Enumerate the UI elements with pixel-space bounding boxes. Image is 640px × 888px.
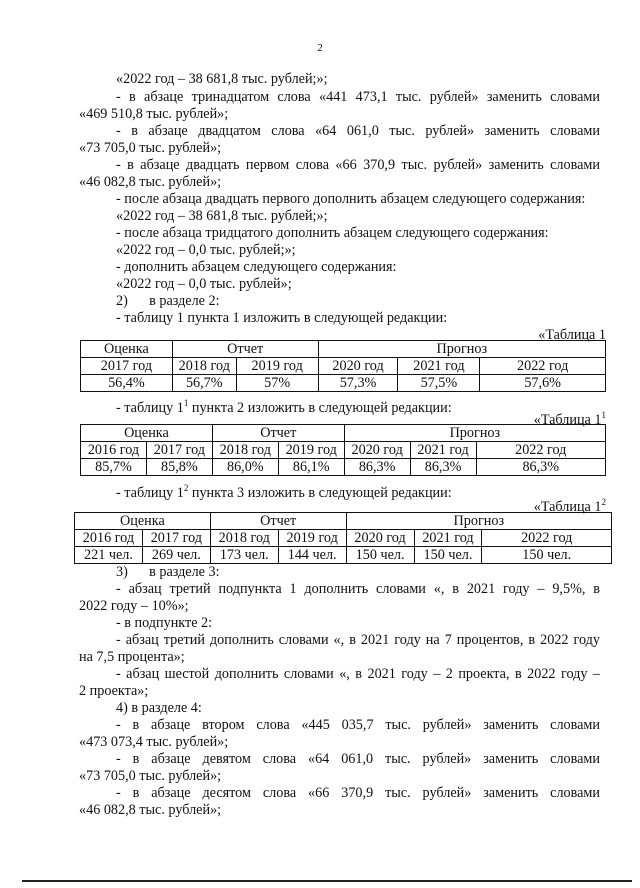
text-line: «469 510,8 тыс. рублей»; <box>79 106 229 122</box>
value-cell: 56,7% <box>172 375 236 392</box>
year-cell: 2019 год <box>278 530 346 547</box>
value-cell: 56,4% <box>81 375 173 392</box>
year-cell: 2022 год <box>476 442 605 459</box>
text-fragment: - таблицу 1 <box>116 485 184 501</box>
table-row <box>75 530 612 547</box>
text-line: 4) в разделе 4: <box>116 700 202 716</box>
text-line: «73 705,0 тыс. рублей»; <box>79 768 222 784</box>
text-line: - в абзаце девятом слова «64 061,0 тыс. рублей» заменить словами <box>116 751 600 767</box>
text-line: 2022 году – 10%»; <box>79 598 189 614</box>
header-prognoz: Прогноз <box>318 341 605 358</box>
year-cell: 2021 год <box>414 530 482 547</box>
caption-text: «Таблица 1 <box>533 412 602 428</box>
value-cell: 221 чел. <box>75 547 143 564</box>
value-cell: 85,8% <box>146 459 212 476</box>
text-line: «46 082,8 тыс. рублей»; <box>79 174 222 190</box>
year-cell: 2018 год <box>210 530 278 547</box>
text-line: «2022 год – 0,0 тыс. рублей;»; <box>116 242 296 258</box>
text-line: 3) в разделе 3: <box>116 564 220 580</box>
text-line: - в абзаце втором слова «445 035,7 тыс. рублей» заменить словами <box>116 717 600 733</box>
header-prognoz: Прогноз <box>346 513 611 530</box>
year-cell: 2022 год <box>480 358 606 375</box>
year-cell: 2020 год <box>346 530 414 547</box>
value-cell: 150 чел. <box>414 547 482 564</box>
text-fragment: - таблицу 1 <box>116 400 184 416</box>
year-cell: 2019 год <box>278 442 344 459</box>
value-cell: 86,0% <box>212 459 278 476</box>
text-line: «2022 год – 38 681,8 тыс. рублей;»; <box>116 71 328 87</box>
header-ocenka: Оценка <box>81 341 173 358</box>
year-cell: 2021 год <box>398 358 480 375</box>
table-row <box>81 442 606 459</box>
year-cell: 2017 год <box>81 358 173 375</box>
value-cell: 150 чел. <box>482 547 612 564</box>
value-cell: 144 чел. <box>278 547 346 564</box>
text-line: «46 082,8 тыс. рублей»; <box>79 802 222 818</box>
text-line: - в абзаце десятом слова «66 370,9 тыс. рублей» заменить словами <box>116 785 600 801</box>
year-cell: 2017 год <box>142 530 210 547</box>
text-line: - в абзаце двадцать первом слова «66 370,9 тыс. рублей» заменить словами <box>116 157 600 173</box>
superscript: 2 <box>601 497 606 507</box>
superscript: 1 <box>601 410 606 420</box>
text-line: 2 проекта»; <box>79 683 149 699</box>
value-cell: 57,5% <box>398 375 480 392</box>
page-bottom-rule <box>22 880 632 882</box>
header-ocenka: Оценка <box>81 425 213 442</box>
table-row <box>81 375 606 392</box>
year-cell: 2021 год <box>410 442 476 459</box>
text-line: «2022 год – 0,0 тыс. рублей»; <box>116 276 292 292</box>
table-1 <box>80 340 606 392</box>
text-line: 2) в разделе 2: <box>116 293 220 309</box>
text-line: - в абзаце тринадцатом слова «441 473,1 тыс. рублей» заменить словами <box>116 89 600 105</box>
year-cell: 2020 год <box>318 358 398 375</box>
value-cell: 57% <box>236 375 318 392</box>
text-line: «2022 год – 38 681,8 тыс. рублей;»; <box>116 208 328 224</box>
header-ocenka: Оценка <box>75 513 211 530</box>
table-row <box>75 547 612 564</box>
table-row <box>81 459 606 476</box>
header-otchet: Отчет <box>172 341 318 358</box>
text-line <box>116 395 452 417</box>
year-cell: 2016 год <box>75 530 143 547</box>
value-cell: 86,3% <box>410 459 476 476</box>
text-line: - таблицу 1 пункта 1 изложить в следующей редакции: <box>116 310 448 326</box>
text-fragment: пункта 3 изложить в следующей редакции: <box>188 485 452 501</box>
year-cell: 2016 год <box>81 442 147 459</box>
value-cell: 150 чел. <box>346 547 414 564</box>
table-caption: «Таблица 1 <box>538 327 606 343</box>
caption-text: «Таблица 1 <box>533 499 602 515</box>
value-cell: 86,1% <box>278 459 344 476</box>
superscript: 1 <box>183 398 189 408</box>
year-cell: 2019 год <box>236 358 318 375</box>
header-otchet: Отчет <box>210 513 346 530</box>
text-line: - после абзаца тридцатого дополнить абзацем следующего содержания: <box>116 225 549 241</box>
year-cell: 2018 год <box>212 442 278 459</box>
year-cell: 2017 год <box>146 442 212 459</box>
value-cell: 57,6% <box>480 375 606 392</box>
table-1-2 <box>74 512 612 564</box>
text-fragment: пункта 2 изложить в следующей редакции: <box>188 400 452 416</box>
text-line: - дополнить абзацем следующего содержания: <box>116 259 397 275</box>
text-line: - абзац шестой дополнить словами «, в 2021 году – 2 проекта, в 2022 году – <box>116 666 600 682</box>
page-number: 2 <box>317 42 323 54</box>
year-cell: 2022 год <box>482 530 612 547</box>
header-prognoz: Прогноз <box>344 425 605 442</box>
table-header-row <box>81 425 606 442</box>
text-line <box>116 480 452 502</box>
value-cell: 269 чел. <box>142 547 210 564</box>
value-cell: 173 чел. <box>210 547 278 564</box>
year-cell: 2018 год <box>172 358 236 375</box>
value-cell: 86,3% <box>344 459 410 476</box>
text-line: - абзац третий дополнить словами «, в 2021 году на 7 процентов, в 2022 году <box>116 632 600 648</box>
text-line: - после абзаца двадцать первого дополнить абзацем следующего содержания: <box>116 191 586 207</box>
table-row <box>81 358 606 375</box>
table-1-1 <box>80 424 606 476</box>
text-line: - в абзаце двадцатом слова «64 061,0 тыс. рублей» заменить словами <box>116 123 600 139</box>
text-line: - в подпункте 2: <box>116 615 213 631</box>
value-cell: 85,7% <box>81 459 147 476</box>
table-header-row <box>81 341 606 358</box>
text-line: «473 073,4 тыс. рублей»; <box>79 734 229 750</box>
header-otchet: Отчет <box>212 425 344 442</box>
text-line: «73 705,0 тыс. рублей»; <box>79 140 222 156</box>
year-cell: 2020 год <box>344 442 410 459</box>
value-cell: 86,3% <box>476 459 605 476</box>
table-header-row <box>75 513 612 530</box>
superscript: 2 <box>183 483 189 493</box>
text-line: на 7,5 процента»; <box>79 649 185 665</box>
text-line: - абзац третий подпункта 1 дополнить словами «, в 2021 году – 9,5%, в <box>116 581 600 597</box>
value-cell: 57,3% <box>318 375 398 392</box>
